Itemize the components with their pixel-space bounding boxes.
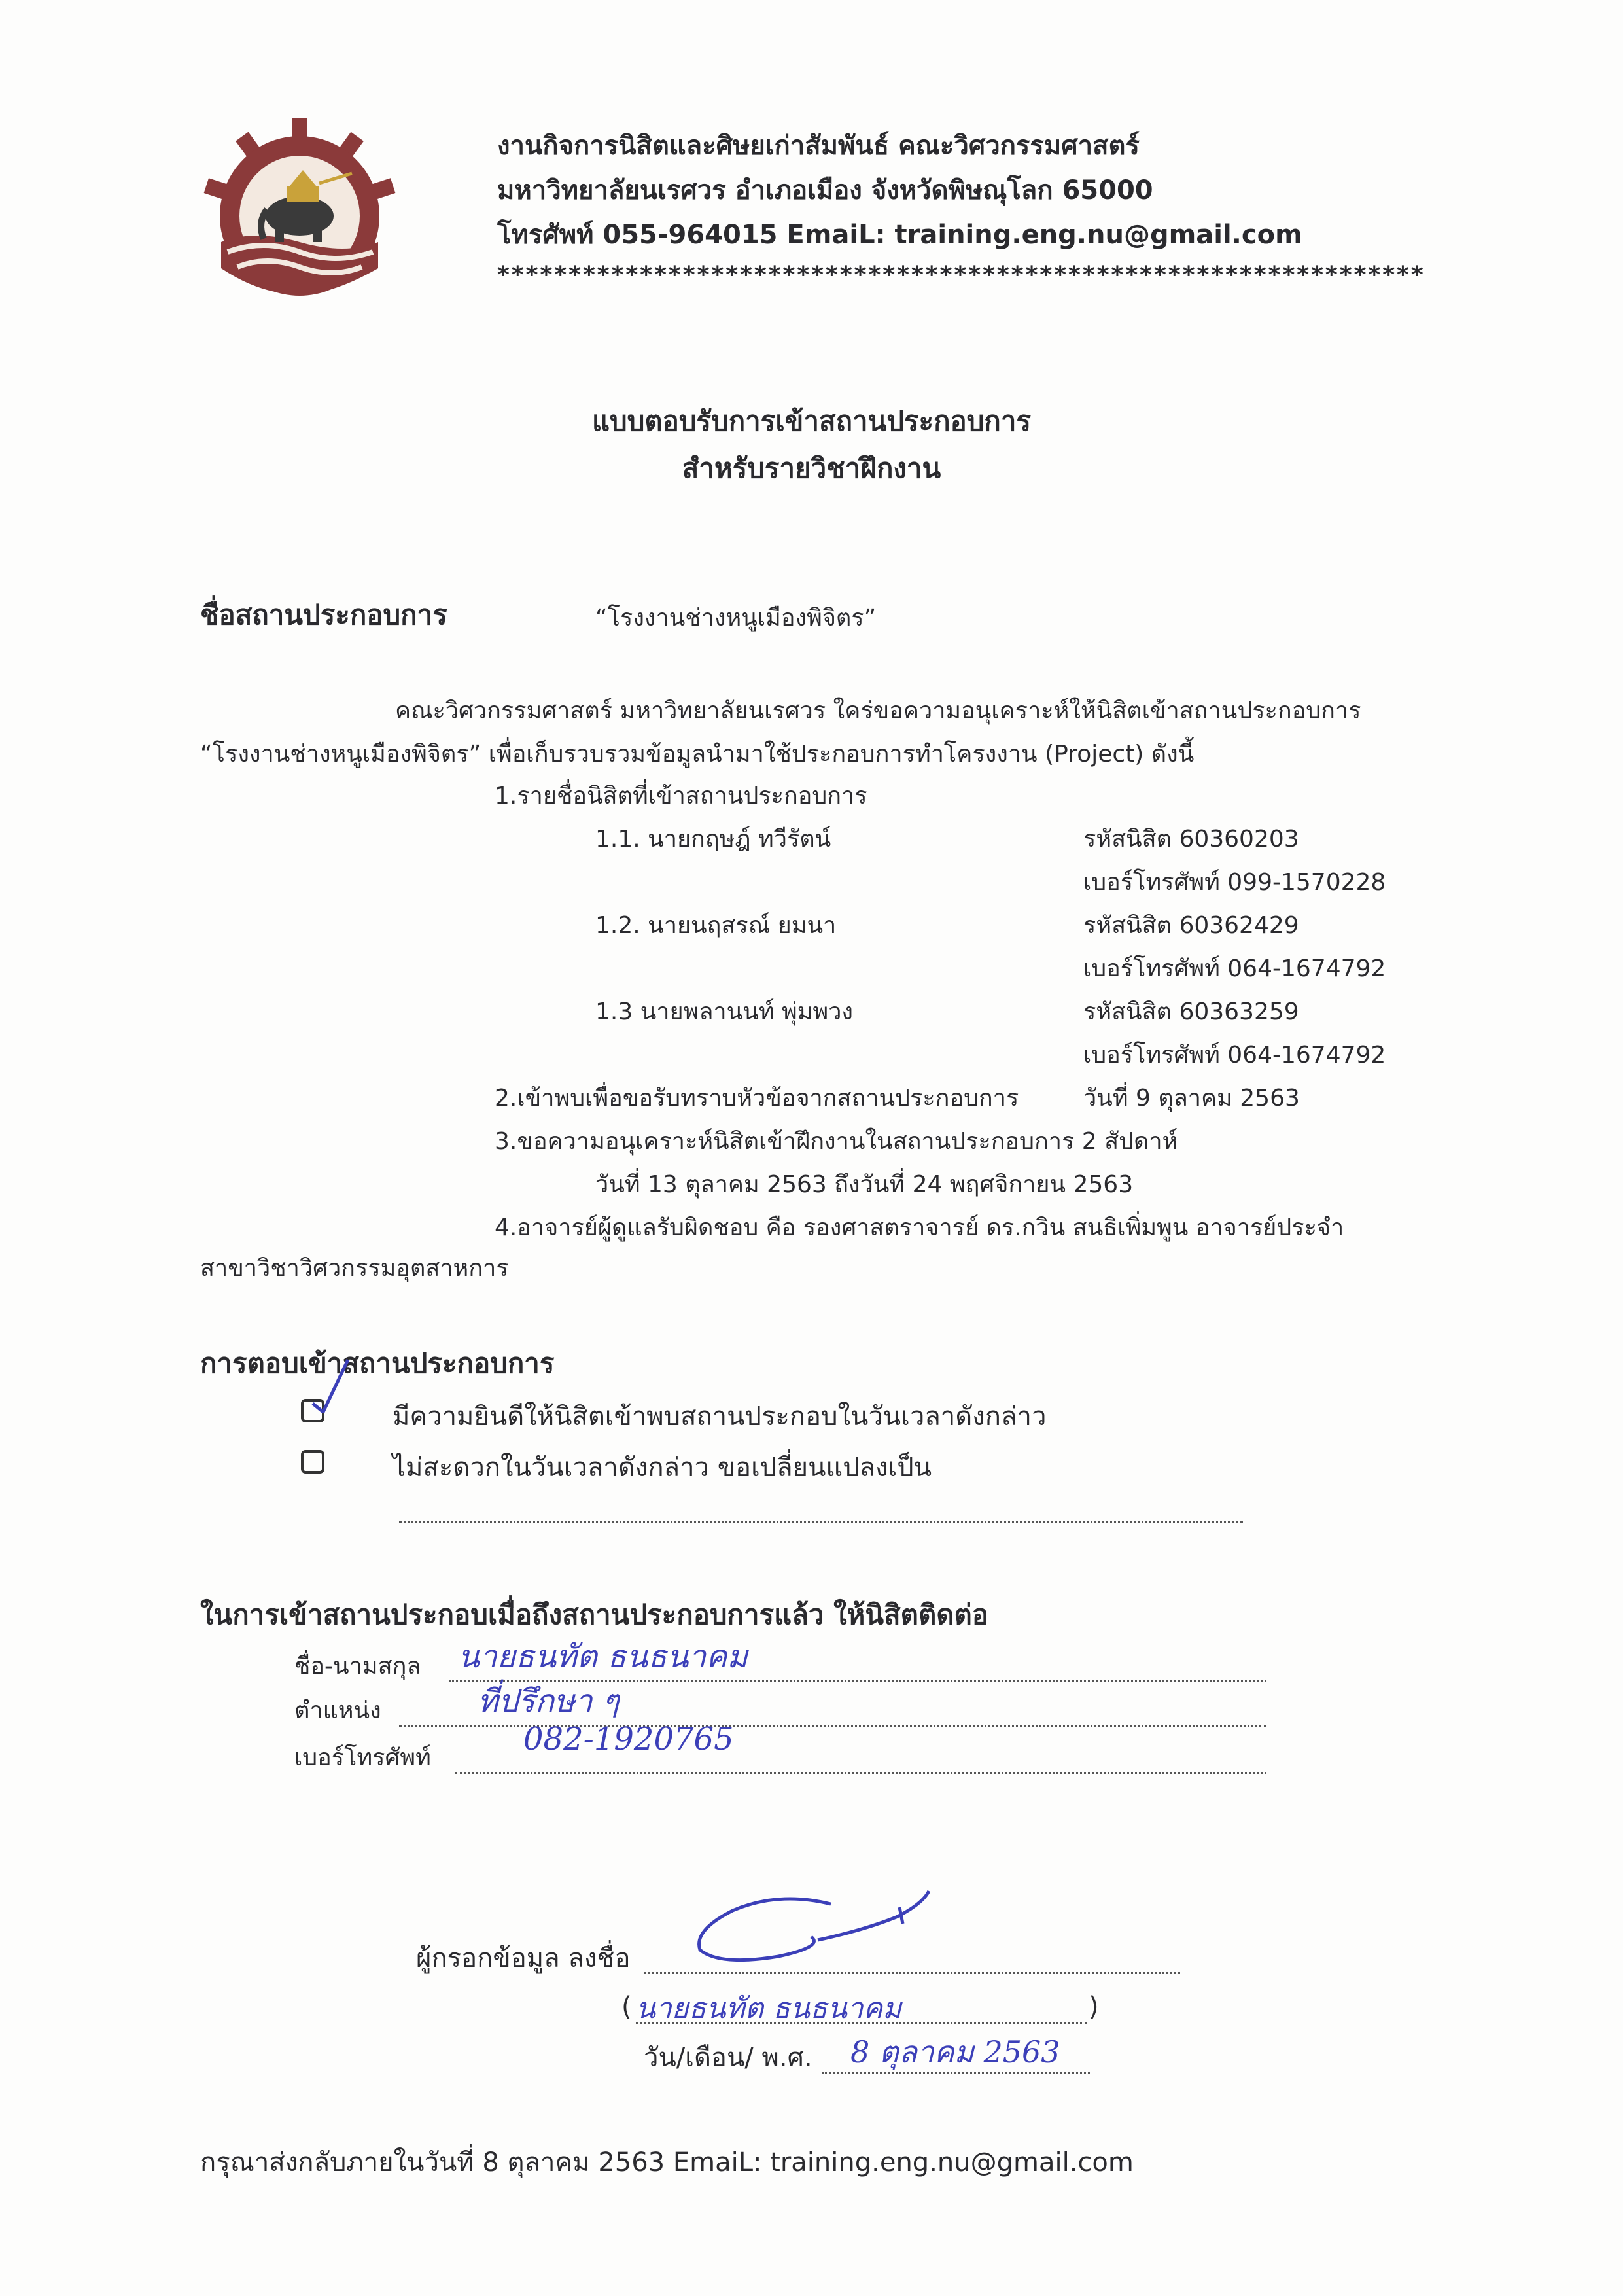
accept-label: มีความยินดีให้นิสิตเข้าพบสถานประกอบในวันเวลาดังกล่าว — [393, 1402, 1047, 1432]
intro-line1: คณะวิศวกรรมศาสตร์ มหาวิทยาลัยนเรศวร ใคร่ขอความอนุเคราะห์ให้นิสิตเข้าสถานประกอบการ — [395, 698, 1361, 724]
decline-checkbox[interactable] — [301, 1450, 324, 1474]
student-id: รหัสนิสิต 60362429 — [1083, 912, 1299, 939]
contact-phone-value: 082-1920765 — [523, 1721, 734, 1757]
contact-heading: ในการเข้าสถานประกอบเมื่อถึงสถานประกอบการแล้ว ให้นิสิตติดต่อ — [200, 1598, 988, 1631]
student-id: รหัสนิสิต 60360203 — [1083, 826, 1299, 853]
header-contact-line: โทรศัพท์ 055-964015 EmaiL: training.eng.nu@gmail.com — [497, 220, 1302, 250]
signature-name-line — [636, 2018, 1087, 2024]
meeting-item: 2.เข้าพบเพื่อขอรับทราบหัวข้อจากสถานประกอบการ — [495, 1085, 1019, 1112]
internship-item: 3.ขอความอนุเคราะห์นิสิตเข้าฝึกงานในสถานประกอบการ 2 สัปดาห์ — [495, 1128, 1178, 1155]
advisor-line1: 4.อาจารย์ผู้ดูแลรับผิดชอบ คือ รองศาสตราจารย์ ดร.กวิน สนธิเพิ่มพูน อาจารย์ประจำ — [495, 1214, 1344, 1241]
header-divider: ***************************************************************** — [497, 262, 1425, 289]
student-name: 1.2. นายนฤสรณ์ ยมนา — [595, 912, 837, 939]
student-phone: เบอร์โทรศัพท์ 064-1674792 — [1083, 1042, 1386, 1069]
response-heading: การตอบเข้าสถานประกอบการ — [200, 1347, 555, 1379]
signature-date-value: 8 ตุลาคม 2563 — [850, 2034, 1060, 2070]
document-title-line1: แบบตอบรับการเข้าสถานประกอบการ — [591, 405, 1031, 437]
contact-position-label: ตำแหน่ง — [294, 1697, 381, 1724]
students-heading: 1.รายชื่อนิสิตที่เข้าสถานประกอบการ — [495, 783, 867, 809]
header-org-line: งานกิจการนิสิตและศิษยเก่าสัมพันธ์ คณะวิศวกรรมศาสตร์ — [497, 131, 1140, 161]
header-address-line: มหาวิทยาลัยนเรศวร อำเภอเมือง จังหวัดพิษณุโลก 65000 — [497, 175, 1153, 205]
handwritten-signature — [680, 1878, 942, 1976]
intro-line2: “โรงงานช่างหนูเมืองพิจิตร” เพื่อเก็บรวบรวมข้อมูลนำมาใช้ประกอบการทำโครงงาน (Project) ดังนี้ — [200, 741, 1195, 768]
student-name: 1.3 นายพลานนท์ พุ่มพวง — [595, 998, 853, 1025]
signature-name-open: ( — [621, 1992, 632, 2022]
internship-dates: วันที่ 13 ตุลาคม 2563 ถึงวันที่ 24 พฤศจิกายน 2563 — [595, 1171, 1134, 1198]
contact-position-value: ที่ปรึกษา ๆ — [478, 1683, 620, 1720]
contact-phone-label: เบอร์โทรศัพท์ — [294, 1744, 431, 1771]
faculty-logo — [201, 118, 398, 308]
signature-label: ผู้กรอกข้อมูล ลงชื่อ — [416, 1943, 631, 1973]
meeting-date: วันที่ 9 ตุลาคม 2563 — [1083, 1085, 1300, 1112]
signature-date-label: วัน/เดือน/ พ.ศ. — [644, 2043, 812, 2073]
advisor-line2: สาขาวิชาวิศวกรรมอุตสาหการ — [200, 1255, 509, 1282]
company-label: ชื่อสถานประกอบการ — [200, 599, 447, 631]
signature-name-close: ) — [1089, 1992, 1099, 2022]
signature-name-value: นายธนทัต ธนธนาคม — [636, 1992, 902, 2025]
contact-name-label: ชื่อ-นามสกุล — [294, 1653, 421, 1680]
student-name: 1.1. นายกฤษฎ์ ทวีรัตน์ — [595, 826, 831, 853]
student-phone: เบอร์โทรศัพท์ 064-1674792 — [1083, 955, 1386, 982]
contact-name-value: นายธนทัต ธนธนาคม — [458, 1638, 748, 1675]
check-mark-icon — [307, 1354, 353, 1413]
document-title-line2: สำหรับรายวิชาฝึกงาน — [682, 452, 941, 484]
alternate-date-line — [399, 1517, 1243, 1523]
student-id: รหัสนิสิต 60363259 — [1083, 998, 1299, 1025]
decline-label: ไม่สะดวกในวันเวลาดังกล่าว ขอเปลี่ยนแปลงเป็น — [393, 1453, 932, 1483]
student-phone: เบอร์โทรศัพท์ 099-1570228 — [1083, 869, 1386, 896]
contact-phone-line — [455, 1768, 1266, 1774]
company-name: “โรงงานช่างหนูเมืองพิจิตร” — [595, 605, 877, 631]
footer-note: กรุณาส่งกลับภายในวันที่ 8 ตุลาคม 2563 EmaiL: training.eng.nu@gmail.com — [200, 2147, 1134, 2178]
